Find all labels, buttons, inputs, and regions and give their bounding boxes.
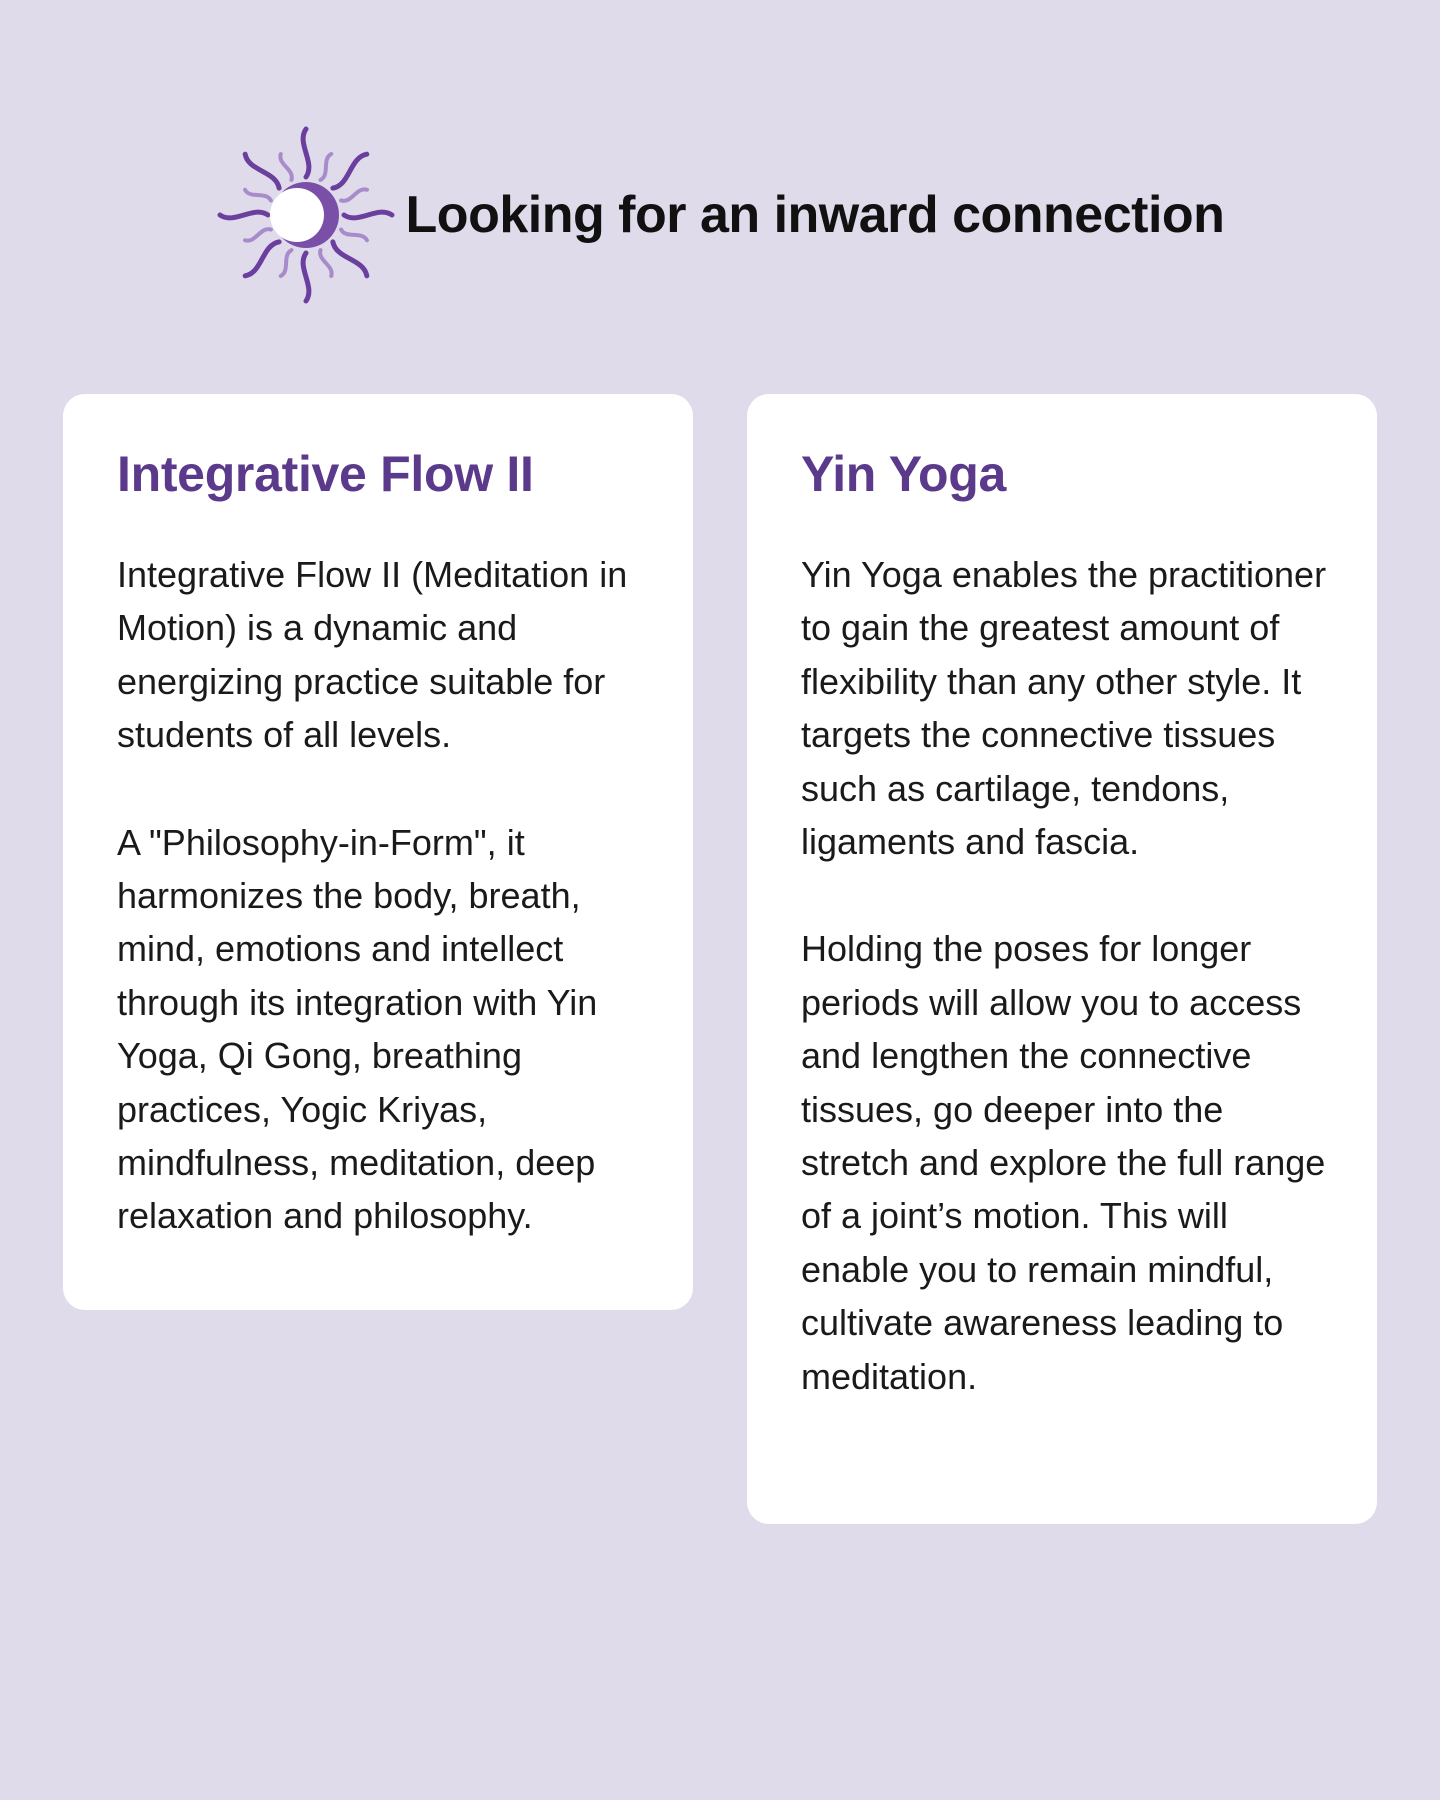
card-paragraph: A "Philosophy-in-Form", it harmonizes the body, breath, mind, emotions and intellect through its integration with Yin Yoga, Qi Gong, breathing practices, Yogic Kriyas, mindfulness, meditation, deep relaxation and philosophy. [117,821,598,1237]
sun-ray [280,154,292,180]
card-title: Yin Yoga [801,446,1007,502]
sun-ray [320,250,332,276]
page-header [0,125,1440,305]
sun-ray [220,212,268,218]
class-card-integrative-flow [63,394,693,1310]
sun-ray [344,212,392,218]
card-paragraph: Holding the poses for longer periods will allow you to access and lengthen the connective tissues, go deeper into the stretch and explore the full range of a joint’s motion. This will enable you to remain mindful, cultivate awareness leading to meditation. [801,928,1326,1397]
sun-ray [341,189,367,201]
sun-ray [245,154,279,188]
sun-ray [332,154,366,188]
sun-ray [245,242,279,276]
sun-ray [341,230,367,241]
class-card-yin-yoga [747,394,1377,1524]
sun-ray [303,253,309,301]
sun-ray [245,190,271,201]
sun-ray [320,154,331,180]
card-paragraph: Integrative Flow II (Meditation in Motion) is a dynamic and energizing practice suitable for students of all levels. [117,554,628,756]
card-title: Integrative Flow II [117,446,534,502]
sun-ray [332,242,366,276]
sun-ray [280,250,291,276]
card-paragraph: Yin Yoga enables the practitioner to gain the greatest amount of flexibility than any other style. It targets the connective tissues such as cartilage, tendons, ligaments and fascia. [801,554,1327,863]
sun-ray [303,129,309,177]
sun-moon-icon [216,125,396,305]
sun-ray [245,229,271,241]
page-title: Looking for an inward connection [405,186,1225,244]
